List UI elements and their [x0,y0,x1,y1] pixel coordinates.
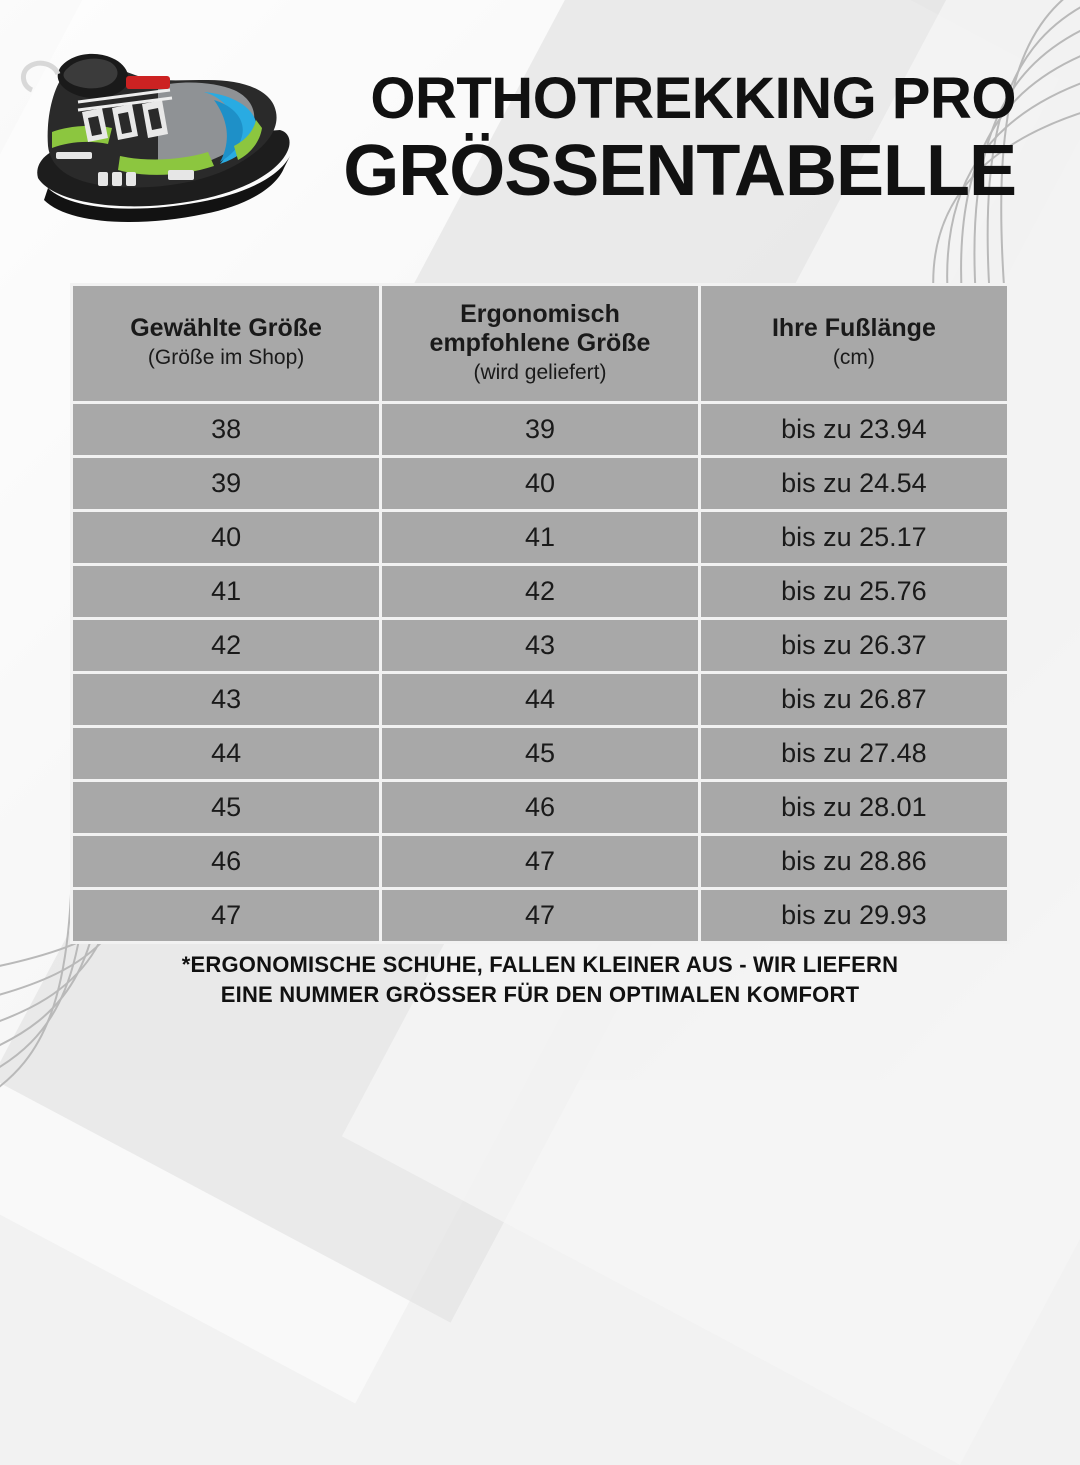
cell-chosen-size: 40 [72,510,381,564]
cell-foot-length: bis zu 28.01 [699,780,1008,834]
footnote-line-2: EINE NUMMER GRÖSSER FÜR DEN OPTIMALEN KOMFORT [220,981,860,1007]
title-line-1: ORTHOTREKKING PRO [370,66,1016,131]
column-header-recommended-size-sub: (wird geliefert) [473,360,607,384]
cell-chosen-size: 43 [72,672,381,726]
cell-chosen-size: 42 [72,618,381,672]
cell-chosen-size: 39 [72,456,381,510]
cell-chosen-size: 47 [72,888,381,942]
cell-foot-length: bis zu 26.37 [699,618,1008,672]
cell-foot-length: bis zu 25.17 [699,510,1008,564]
page-title [0,66,1080,211]
cell-foot-length: bis zu 28.86 [699,834,1008,888]
cell-recommended-size: 45 [381,726,700,780]
cell-foot-length: bis zu 29.93 [699,888,1008,942]
cell-recommended-size: 47 [381,834,700,888]
cell-recommended-size: 47 [381,888,700,942]
table-row [72,564,1009,618]
table-row [72,780,1009,834]
cell-recommended-size: 46 [381,780,700,834]
column-header-chosen-size-main: Gewählte Größe [130,314,322,343]
column-header-chosen-size [72,285,381,403]
cell-foot-length: bis zu 26.87 [699,672,1008,726]
cell-foot-length: bis zu 27.48 [699,726,1008,780]
cell-recommended-size: 40 [381,456,700,510]
column-header-chosen-size-sub: (Größe im Shop) [147,346,305,370]
table-row [72,834,1009,888]
table-row [72,726,1009,780]
table-row [72,402,1009,456]
cell-chosen-size: 46 [72,834,381,888]
column-header-recommended-size-main: Ergonomisch empfohlene Größe [429,300,651,357]
size-chart-table [70,283,1010,944]
cell-chosen-size: 41 [72,564,381,618]
cell-chosen-size: 38 [72,402,381,456]
table-body [72,402,1009,942]
cell-foot-length: bis zu 23.94 [699,402,1008,456]
column-header-foot-length-main: Ihre Fußlänge [771,314,936,343]
table-row [72,888,1009,942]
column-header-foot-length-sub: (cm) [832,346,875,370]
cell-recommended-size: 42 [381,564,700,618]
cell-recommended-size: 41 [381,510,700,564]
column-header-recommended-size [381,285,700,403]
column-header-foot-length [699,285,1008,403]
cell-recommended-size: 39 [381,402,700,456]
cell-recommended-size: 43 [381,618,700,672]
table-row [72,618,1009,672]
table-row [72,672,1009,726]
table-row [72,456,1009,510]
table-header-row [72,285,1009,403]
cell-chosen-size: 44 [72,726,381,780]
table-header [72,285,1009,403]
cell-foot-length: bis zu 24.54 [699,456,1008,510]
cell-recommended-size: 44 [381,672,700,726]
footnote-line-1: *ERGONOMISCHE SCHUHE, FALLEN KLEINER AUS - WIR LIEFERN [181,952,899,977]
table-row [72,510,1009,564]
footnote [0,950,1080,1009]
title-line-2: GRÖSSENTABELLE [343,131,1016,211]
cell-chosen-size: 45 [72,780,381,834]
cell-foot-length: bis zu 25.76 [699,564,1008,618]
